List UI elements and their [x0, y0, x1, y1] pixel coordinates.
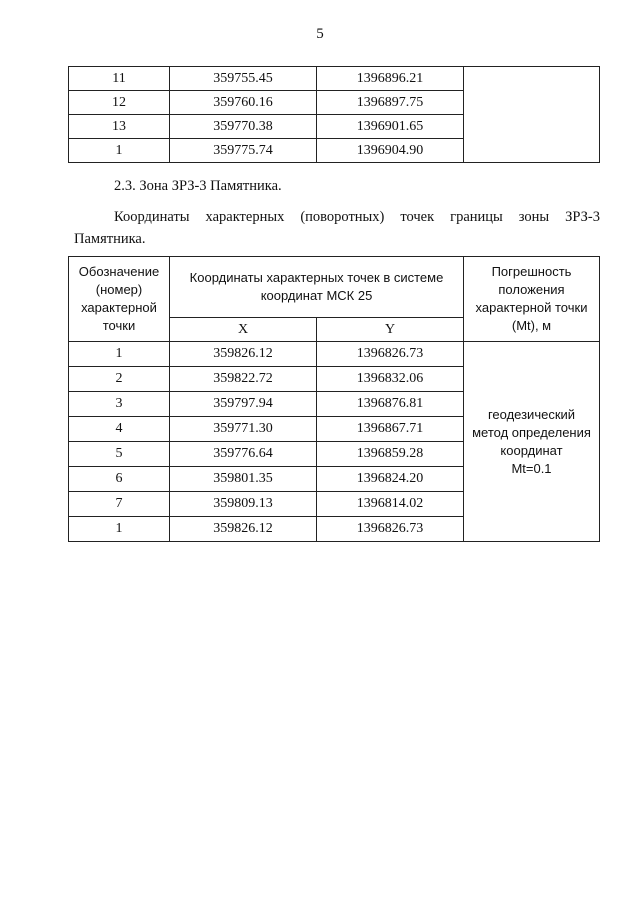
x-coordinate-cell: 359809.13 [170, 492, 317, 517]
section-heading: 2.3. Зона ЗРЗ-3 Памятника. [114, 178, 282, 194]
x-coordinate-cell: 359770.38 [170, 115, 317, 139]
y-coordinate-cell: 1396832.06 [317, 367, 464, 392]
x-coordinate-cell: 359776.64 [170, 442, 317, 467]
header-line: (номер) [95, 282, 143, 297]
y-coordinate-cell: 1396904.90 [317, 139, 464, 163]
method-line: метод определения [472, 424, 591, 440]
y-coordinate-cell: 1396867.71 [317, 417, 464, 442]
header-point-designation [69, 257, 170, 342]
x-coordinate-cell: 359826.12 [170, 517, 317, 542]
point-number-cell: 1 [69, 342, 170, 367]
x-coordinate-cell: 359797.94 [170, 392, 317, 417]
header-line: характерной точки [475, 300, 588, 315]
coordinates-table-continued [68, 66, 600, 163]
point-number-cell: 12 [69, 91, 170, 115]
method-line: координат [500, 442, 563, 458]
section-paragraph-line2: Памятника. [74, 231, 146, 247]
header-line: Погрешность [491, 264, 572, 279]
point-number-cell: 4 [69, 417, 170, 442]
header-coordinates [170, 257, 464, 318]
header-x: X [170, 318, 317, 342]
header-line: координат МСК 25 [260, 288, 373, 303]
x-coordinate-cell: 359755.45 [170, 67, 317, 91]
y-coordinate-cell: 1396824.20 [317, 467, 464, 492]
header-line: положения [498, 282, 565, 297]
page-number: 5 [316, 26, 324, 42]
header-line: точки [102, 318, 136, 333]
point-number-cell: 3 [69, 392, 170, 417]
header-y: Y [317, 318, 464, 342]
header-accuracy [464, 257, 600, 342]
accuracy-cell-empty [464, 67, 600, 163]
x-coordinate-cell: 359822.72 [170, 367, 317, 392]
point-number-cell: 2 [69, 367, 170, 392]
y-coordinate-cell: 1396901.65 [317, 115, 464, 139]
x-coordinate-cell: 359775.74 [170, 139, 317, 163]
point-number-cell: 1 [69, 517, 170, 542]
table-row [69, 342, 600, 367]
header-line: (Mt), м [511, 318, 552, 333]
y-coordinate-cell: 1396814.02 [317, 492, 464, 517]
point-number-cell: 13 [69, 115, 170, 139]
table-row [69, 67, 600, 91]
y-coordinate-cell: 1396897.75 [317, 91, 464, 115]
method-line: геодезический [487, 406, 576, 422]
y-coordinate-cell: 1396896.21 [317, 67, 464, 91]
y-coordinate-cell: 1396876.81 [317, 392, 464, 417]
header-line: Координаты характерных точек в системе [189, 270, 444, 285]
table-header-row [69, 257, 600, 318]
x-coordinate-cell: 359826.12 [170, 342, 317, 367]
y-coordinate-cell: 1396826.73 [317, 517, 464, 542]
header-line: Обозначение [78, 264, 160, 279]
point-number-cell: 11 [69, 67, 170, 91]
point-number-cell: 1 [69, 139, 170, 163]
point-number-cell: 7 [69, 492, 170, 517]
section-paragraph-line1: Координаты характерных (поворотных) точек границы зоны ЗРЗ-3 [114, 209, 600, 225]
point-number-cell: 5 [69, 442, 170, 467]
accuracy-method-cell [464, 342, 600, 542]
header-line: характерной [81, 300, 157, 315]
y-coordinate-cell: 1396859.28 [317, 442, 464, 467]
x-coordinate-cell: 359801.35 [170, 467, 317, 492]
y-coordinate-cell: 1396826.73 [317, 342, 464, 367]
x-coordinate-cell: 359771.30 [170, 417, 317, 442]
zrz3-coordinates-table [68, 256, 600, 542]
point-number-cell: 6 [69, 467, 170, 492]
method-line: Mt=0.1 [511, 460, 552, 476]
x-coordinate-cell: 359760.16 [170, 91, 317, 115]
